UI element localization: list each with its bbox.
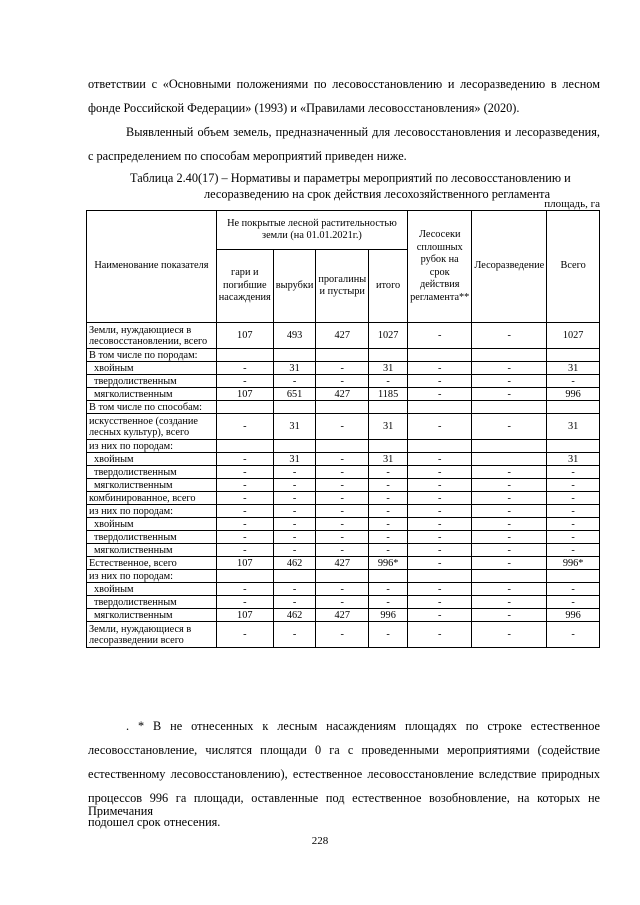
row-value	[316, 570, 369, 583]
row-value: -	[273, 583, 316, 596]
intro-text	[88, 72, 600, 168]
row-value: -	[547, 505, 600, 518]
row-value: -	[408, 492, 472, 505]
row-value: -	[472, 388, 547, 401]
row-value: -	[216, 622, 273, 648]
row-value	[408, 349, 472, 362]
row-value	[273, 570, 316, 583]
row-value: -	[369, 466, 408, 479]
row-value: -	[408, 414, 472, 440]
row-value: -	[408, 362, 472, 375]
row-value: -	[547, 375, 600, 388]
row-value: -	[408, 505, 472, 518]
row-value: 996	[547, 388, 600, 401]
row-value: -	[547, 492, 600, 505]
row-value: -	[369, 505, 408, 518]
row-value	[316, 440, 369, 453]
row-value: -	[408, 453, 472, 466]
row-value: 996*	[369, 557, 408, 570]
row-value: -	[408, 557, 472, 570]
row-value: -	[316, 583, 369, 596]
table-row	[87, 583, 600, 596]
table-row	[87, 518, 600, 531]
row-value: -	[472, 414, 547, 440]
row-value: -	[316, 466, 369, 479]
row-value: -	[273, 544, 316, 557]
row-value	[273, 440, 316, 453]
row-label: из них по породам:	[87, 440, 217, 453]
row-value: -	[547, 479, 600, 492]
row-value: -	[316, 479, 369, 492]
row-label: Естественное, всего	[87, 557, 217, 570]
table-row	[87, 596, 600, 609]
header-glades: прогалины и пустыри	[316, 250, 369, 323]
row-value	[216, 570, 273, 583]
row-label: хвойным	[87, 518, 217, 531]
table-row	[87, 505, 600, 518]
row-value: -	[472, 492, 547, 505]
table-row	[87, 531, 600, 544]
row-value: 107	[216, 557, 273, 570]
row-label: комбинированное, всего	[87, 492, 217, 505]
row-label: из них по породам:	[87, 570, 217, 583]
table-row	[87, 375, 600, 388]
row-value	[547, 570, 600, 583]
row-value: 462	[273, 557, 316, 570]
row-value: -	[216, 596, 273, 609]
row-value: 1027	[369, 323, 408, 349]
row-label: В том числе по способам:	[87, 401, 217, 414]
header-name: Наименование показателя	[87, 211, 217, 323]
row-value	[216, 401, 273, 414]
table-row	[87, 414, 600, 440]
row-value: 31	[369, 453, 408, 466]
row-label: искусственное (создание лесных культур), всего	[87, 414, 217, 440]
row-value: 427	[316, 388, 369, 401]
table-row	[87, 401, 600, 414]
page-number: 228	[311, 835, 329, 847]
row-value: 1027	[547, 323, 600, 349]
row-value: -	[472, 596, 547, 609]
row-value: 107	[216, 323, 273, 349]
row-value	[547, 349, 600, 362]
row-value: -	[369, 544, 408, 557]
row-value: -	[273, 492, 316, 505]
row-value	[472, 570, 547, 583]
table-row	[87, 557, 600, 570]
row-value	[369, 401, 408, 414]
row-value	[369, 570, 408, 583]
row-value: -	[408, 609, 472, 622]
table-row	[87, 349, 600, 362]
row-value: -	[472, 323, 547, 349]
table-caption-line-1: Таблица 2.40(17) – Нормативы и параметры мероприятий по лесовосстановлению и	[130, 171, 571, 185]
row-value: 31	[273, 362, 316, 375]
row-value: 31	[547, 414, 600, 440]
row-value: -	[408, 388, 472, 401]
row-value: -	[408, 466, 472, 479]
row-value: -	[273, 375, 316, 388]
table-caption	[88, 170, 600, 202]
table-row	[87, 440, 600, 453]
row-value: -	[216, 583, 273, 596]
row-value: -	[216, 362, 273, 375]
intro-paragraph-2: Выявленный объем земель, предназначенный для лесовосстановления и лесоразведения, с распределением по способам мероприятий приведен ниже.	[88, 125, 600, 163]
table-row	[87, 570, 600, 583]
units-label: площадь, га	[544, 198, 600, 210]
row-value: -	[472, 479, 547, 492]
reforestation-table	[86, 210, 600, 648]
row-value: -	[316, 414, 369, 440]
row-value: 996	[547, 609, 600, 622]
row-value: -	[316, 375, 369, 388]
row-value: -	[369, 583, 408, 596]
table-row	[87, 622, 600, 648]
row-value	[472, 440, 547, 453]
table-row	[87, 466, 600, 479]
row-value	[408, 401, 472, 414]
row-value: -	[369, 622, 408, 648]
row-value	[316, 349, 369, 362]
row-label: твердолиственным	[87, 596, 217, 609]
row-value: -	[369, 492, 408, 505]
row-value	[216, 349, 273, 362]
row-value: -	[316, 453, 369, 466]
row-value: -	[216, 375, 273, 388]
row-value: -	[472, 557, 547, 570]
table-row	[87, 453, 600, 466]
row-value: -	[472, 466, 547, 479]
row-label: Земли, нуждающиеся в лесовосстановлении, всего	[87, 323, 217, 349]
row-value: -	[547, 596, 600, 609]
table-row	[87, 544, 600, 557]
header-burns: гари и погибшие насаждения	[216, 250, 273, 323]
row-value: -	[273, 518, 316, 531]
row-value: -	[547, 583, 600, 596]
row-value: -	[369, 518, 408, 531]
row-value: -	[408, 479, 472, 492]
row-value: -	[316, 492, 369, 505]
row-value	[408, 570, 472, 583]
row-value: -	[216, 544, 273, 557]
header-logging: Лесосеки сплошных рубок на срок действия регламента**	[408, 211, 472, 323]
row-value: -	[472, 375, 547, 388]
row-value: -	[472, 622, 547, 648]
row-label: мягколиственным	[87, 388, 217, 401]
row-value: -	[408, 531, 472, 544]
row-value	[472, 401, 547, 414]
table-row	[87, 609, 600, 622]
notes-heading: Примечания	[88, 804, 154, 818]
row-label: твердолиственным	[87, 531, 217, 544]
row-value: 31	[369, 362, 408, 375]
row-value: -	[216, 505, 273, 518]
row-value: -	[216, 453, 273, 466]
row-value: -	[216, 518, 273, 531]
row-label: из них по породам:	[87, 505, 217, 518]
table-row	[87, 388, 600, 401]
row-value	[408, 440, 472, 453]
row-value	[273, 349, 316, 362]
row-value	[472, 453, 547, 466]
row-value: -	[273, 622, 316, 648]
row-value: 31	[369, 414, 408, 440]
row-value: 31	[547, 362, 600, 375]
row-value: 996*	[547, 557, 600, 570]
row-value: -	[408, 596, 472, 609]
row-label: хвойным	[87, 583, 217, 596]
row-value: -	[316, 531, 369, 544]
row-value: -	[547, 466, 600, 479]
header-total: Всего	[547, 211, 600, 323]
row-value: -	[273, 505, 316, 518]
row-value: 31	[273, 414, 316, 440]
row-value: -	[369, 596, 408, 609]
row-value: -	[408, 544, 472, 557]
header-non-forested-group: Не покрытые лесной растительностью земли (на 01.01.2021г.)	[216, 211, 407, 250]
row-value: -	[316, 596, 369, 609]
footnote-text: . * В не отнесенных к лесным насаждениям площадях по строке естественное лесовосстановление, числятся площади 0 га с проведенными мероприятиями (содействие естественному лесовосстановлению), естественное лесовосстановление вследствие природных процессов 996 га площади, оставленные под естественное возобновление, на которых не подошел срок отнесения.	[88, 719, 600, 829]
row-value: -	[216, 531, 273, 544]
row-label: твердолиственным	[87, 466, 217, 479]
row-value: -	[316, 505, 369, 518]
row-value: -	[408, 518, 472, 531]
row-label: мягколиственным	[87, 479, 217, 492]
row-value: -	[273, 531, 316, 544]
row-value	[547, 440, 600, 453]
row-value: -	[547, 544, 600, 557]
row-value: 427	[316, 557, 369, 570]
intro-paragraph-1: ответствии с «Основными положениями по лесовосстановлению и лесоразведению в лесном фонде Российской Федерации» (1993) и «Правилами лесовосстановления» (2020).	[88, 77, 600, 115]
row-value: -	[472, 531, 547, 544]
row-value: 462	[273, 609, 316, 622]
row-value	[273, 401, 316, 414]
row-value: -	[216, 479, 273, 492]
row-value: -	[369, 479, 408, 492]
row-value: -	[273, 596, 316, 609]
table-row	[87, 362, 600, 375]
row-value	[472, 349, 547, 362]
header-afforestation: Лесоразведение	[472, 211, 547, 323]
row-label: хвойным	[87, 362, 217, 375]
row-value: -	[472, 518, 547, 531]
row-value: -	[273, 479, 316, 492]
row-value: -	[369, 375, 408, 388]
row-value: -	[547, 622, 600, 648]
row-label: мягколиственным	[87, 544, 217, 557]
row-label: твердолиственным	[87, 375, 217, 388]
row-value: -	[316, 362, 369, 375]
row-label: В том числе по породам:	[87, 349, 217, 362]
row-value	[216, 440, 273, 453]
header-clearings: вырубки	[273, 250, 316, 323]
row-value: 493	[273, 323, 316, 349]
row-value: -	[472, 505, 547, 518]
row-value: -	[216, 466, 273, 479]
row-value: -	[316, 544, 369, 557]
row-value: 427	[316, 323, 369, 349]
row-value: -	[472, 362, 547, 375]
row-value: -	[472, 583, 547, 596]
row-value: 107	[216, 388, 273, 401]
row-value	[547, 401, 600, 414]
row-value	[369, 440, 408, 453]
row-value: -	[408, 323, 472, 349]
row-value: 31	[547, 453, 600, 466]
table-row	[87, 323, 600, 349]
row-value: 107	[216, 609, 273, 622]
row-value: -	[408, 622, 472, 648]
row-value: -	[408, 583, 472, 596]
row-label: мягколиственным	[87, 609, 217, 622]
row-label: Земли, нуждающиеся в лесоразведении всего	[87, 622, 217, 648]
row-value: -	[408, 375, 472, 388]
row-value: 1185	[369, 388, 408, 401]
row-value	[316, 401, 369, 414]
row-value: -	[472, 609, 547, 622]
row-value: 31	[273, 453, 316, 466]
header-subtotal: итого	[369, 250, 408, 323]
row-value: -	[216, 492, 273, 505]
row-value: 651	[273, 388, 316, 401]
table-row	[87, 479, 600, 492]
row-value: -	[547, 518, 600, 531]
row-value: -	[216, 414, 273, 440]
row-value: -	[369, 531, 408, 544]
table-caption-line-2: лесоразведению на срок действия лесохозяйственного регламента	[204, 187, 551, 201]
row-value: 996	[369, 609, 408, 622]
row-value	[369, 349, 408, 362]
row-value: -	[547, 531, 600, 544]
row-value: -	[316, 518, 369, 531]
row-value: 427	[316, 609, 369, 622]
table-row	[87, 492, 600, 505]
row-label: хвойным	[87, 453, 217, 466]
row-value: -	[472, 544, 547, 557]
footnote	[88, 714, 600, 834]
row-value: -	[273, 466, 316, 479]
row-value: -	[316, 622, 369, 648]
